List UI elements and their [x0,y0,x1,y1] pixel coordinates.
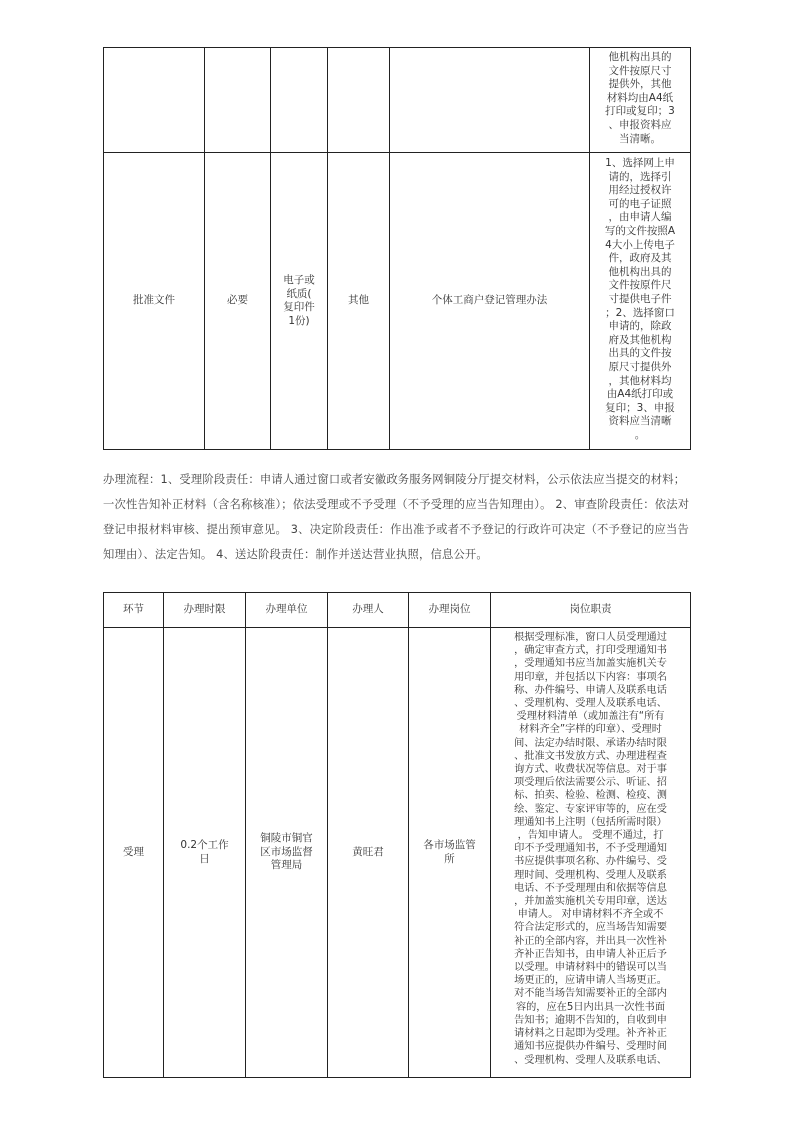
header-unit: 办理单位 [246,593,328,628]
requirements-cell: 1、选择网上申 请的，选择引 用经过授权许 可的电子证照 ，由申请人编 写的文件按照A 4大小上传电子 件，政府及其 他机构出具的 文件按原件尺 寸提供电子件 ；2、选择窗口 申请的，除政 府及其他机构 出具的文件按 原尺寸提供外 ，其他材料均 由A4纸打印或 复印；3、申报 资料应当清晰 。 [590,153,691,450]
header-post: 办理岗位 [409,593,491,628]
source-cell: 其他 [328,153,390,450]
header-duty: 岗位职责 [491,593,691,628]
post-cell: 各市场监管 所 [409,628,491,1078]
header-stage: 环节 [104,593,164,628]
material-name-cell: 批准文件 [104,153,205,450]
header-time-limit: 办理时限 [164,593,246,628]
table-header-row [104,593,691,628]
unit-cell: 铜陵市铜官 区市场监督 管理局 [246,628,328,1078]
requirements-cell: 他机构出具的 文件按原尺寸 提供外，其他 材料均由A4纸 打印或复印；3 、申报资料应 当清晰。 [590,48,691,153]
form-cell: 电子或 纸质( 复印件 1份) [271,153,328,450]
time-limit-cell: 0.2个工作 日 [164,628,246,1078]
process-description: 办理流程：1、受理阶段责任：申请人通过窗口或者安徽政务服务网铜陵分厅提交材料，公示依法应当提交的材料；一次性告知补正材料（含名称核准）；依法受理或不予受理（不予受理的应当告知理由）。 2、审查阶段责任：依法对登记申报材料审核、提出预审意见。 3、决定阶段责任：作出准予或者不予登记的行政许可决定（不予登记的应当告知理由）、法定告知。 4、送达阶段责任：制作并送达营业执照，信息公开。 [103,473,690,561]
basis-cell-empty [390,48,590,153]
handler-cell: 黄旺君 [328,628,409,1078]
necessity-cell-empty [205,48,271,153]
basis-cell: 个体工商户登记管理办法 [390,153,590,450]
form-cell-empty [271,48,328,153]
source-cell-empty [328,48,390,153]
material-name-cell-empty [104,48,205,153]
materials-table [103,47,691,450]
duty-cell: 根据受理标准，窗口人员受理通过 ，确定审查方式，打印受理通知书 ，受理通知书应当加盖实施机关专 用印章，并包括以下内容：事项名 称、办件编号、申请人及联系电话 、受理机构、受理人及联系电话、 受理材料清单（或加盖注有“所有 材料齐全”字样的印章）、受理时 间、法定办结时限、承诺办结时限 、批准文书发放方式、办理进程查 询方式、收费状况等信息。对于事 项受理后依法需要公示、听证、招 标、拍卖、检验、检测、检疫、测 绘、鉴定、专家评审等的，应在受 理通知书上注明（包括所需时限） ，告知申请人。 受理不通过，打 印不予受理通知书，不予受理通知 书应提供事项名称、办件编号、受 理时间、受理机构、受理人及联系 电话、不予受理理由和依据等信息 ，并加盖实施机关专用印章，送达 申请人。 对申请材料不齐全或不 符合法定形式的，应当场告知需要 补正的全部内容，并出具一次性补 齐补正告知书，由申请人补正后予 以受理。申请材料中的错误可以当 场更正的，应请申请人当场更正。 对不能当场告知需要补正的全部内 容的，应在5日内出具一次性书面 告知书；逾期不告知的，自收到申 请材料之日起即为受理。补齐补正 通知书应提供办件编号、受理时间 、受理机构、受理人及联系电话、 [491,628,691,1078]
header-handler: 办理人 [328,593,409,628]
stage-cell: 受理 [104,628,164,1078]
table-row [104,628,691,1078]
materials-row-continued [104,48,691,153]
necessity-cell: 必要 [205,153,271,450]
materials-row [104,153,691,450]
workflow-table [103,592,691,1078]
